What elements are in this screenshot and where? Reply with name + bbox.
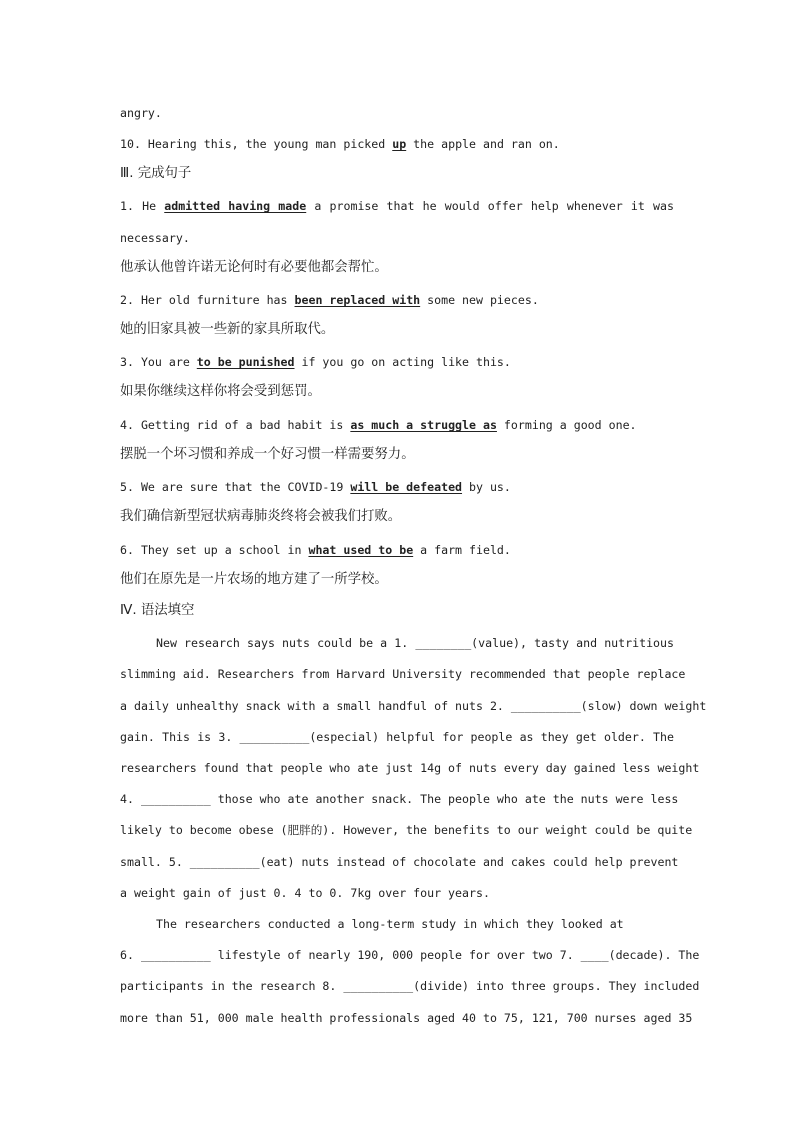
sentence-5: 5. We are sure that the COVID-19 will be defeated by us. [120,480,511,494]
translation-1: 他承认他曾许诺无论何时有必要他都会帮忙。 [120,260,388,275]
passage-line: gain. This is 3. __________(especial) helpful for people as they get older. The [120,730,674,744]
passage-line: 4. __________ those who ate another snack. The people who ate the nuts were less [120,792,679,806]
answer-6: what used to be [308,543,414,557]
sentence-4: 4. Getting rid of a bad habit is as much a struggle as forming a good one. [120,418,637,432]
answer-3: to be punished [196,355,295,369]
line-angry: angry. [120,106,162,120]
answer-1: admitted having made [164,199,307,213]
translation-3: 如果你继续这样你将会受到惩罚。 [120,384,321,399]
answer-5: will be defeated [350,480,463,494]
answer-2: been replaced with [294,293,421,307]
sentence-3: 3. You are to be punished if you go on acting like this. [120,355,511,369]
translation-4: 摆脱一个坏习惯和养成一个好习惯一样需要努力。 [120,447,415,462]
item-10: 10. Hearing this, the young man picked up the apple and ran on. [120,137,560,151]
translation-6: 他们在原先是一片农场的地方建了一所学校。 [120,572,388,587]
translation-5: 我们确信新型冠状病毒肺炎终将会被我们打败。 [120,509,402,524]
passage-line: 6. __________ lifestyle of nearly 190, 000 people for over two 7. ____(decade). The [120,948,700,962]
passage-line: likely to become obese (肥胖的). However, the benefits to our weight could be quite [120,823,693,837]
sentence-1: 1. He admitted having made a promise that he would offer help whenever it was [120,199,674,213]
passage-line: a weight gain of just 0. 4 to 0. 7kg over four years. [120,886,490,900]
translation-2: 她的旧家具被一些新的家具所取代。 [120,322,335,337]
passage-line: researchers found that people who ate just 14g of nuts every day gained less weight [120,761,700,775]
sentence-2: 2. Her old furniture has been replaced with some new pieces. [120,293,539,307]
sentence-1-cont: necessary. [120,231,190,245]
sentence-6: 6. They set up a school in what used to be a farm field. [120,543,511,557]
passage-line: New research says nuts could be a 1. ________(value), tasty and nutritious [156,636,674,650]
section-heading-3: Ⅲ. 完成句子 [120,166,192,181]
section-heading-4: Ⅳ. 语法填空 [120,603,195,618]
passage-line: slimming aid. Researchers from Harvard University recommended that people replace [120,667,686,681]
passage-line: The researchers conducted a long-term study in which they looked at [156,917,624,931]
passage-line: small. 5. __________(eat) nuts instead of chocolate and cakes could help prevent [120,855,679,869]
answer-4: as much a struggle as [350,418,497,432]
passage-line: a daily unhealthy snack with a small handful of nuts 2. __________(slow) down weight [120,699,707,713]
passage-line: more than 51, 000 male health professionals aged 40 to 75, 121, 700 nurses aged 35 [120,1011,693,1025]
answer-10: up [392,137,407,151]
passage-line: participants in the research 8. __________(divide) into three groups. They included [120,979,700,993]
